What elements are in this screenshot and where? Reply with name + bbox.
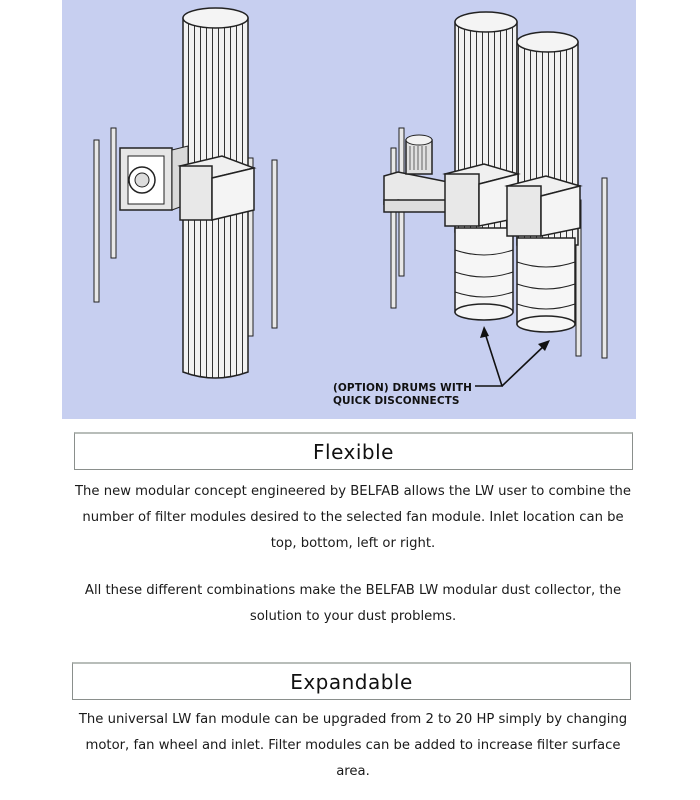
callout-arrows — [475, 326, 550, 386]
collection-drum-right — [517, 238, 575, 332]
expandable-paragraph: The universal LW fan module can be upgraded from 2 to 20 HP simply by changing motor, fan wheel and inlet. Filter modules can be added to increase filter surface area. — [78, 712, 628, 779]
collection-drum-left — [455, 228, 513, 320]
flexible-paragraph-2: All these different combinations make the BELFAB LW modular dust collector, the solution to your dust problems. — [84, 583, 622, 624]
expandable-heading: Expandable — [290, 670, 413, 694]
drum-option-callout — [333, 382, 472, 408]
dust-collector-drawing — [62, 0, 636, 419]
expandable-heading-box — [72, 662, 631, 700]
callout-line-2: QUICK DISCONNECTS — [333, 395, 460, 407]
flexible-heading-box — [74, 432, 633, 470]
single-filter-unit — [94, 8, 277, 378]
double-filter-unit — [384, 12, 607, 386]
flexible-heading: Flexible — [313, 440, 394, 464]
callout-line-1: (OPTION) DRUMS WITH — [333, 382, 472, 394]
product-illustration — [62, 0, 636, 419]
flexible-paragraph-1: The new modular concept engineered by BELFAB allows the LW user to combine the number of filter modules desired to the selected fan module. Inlet location can be top, bottom, left or right. — [75, 484, 631, 551]
